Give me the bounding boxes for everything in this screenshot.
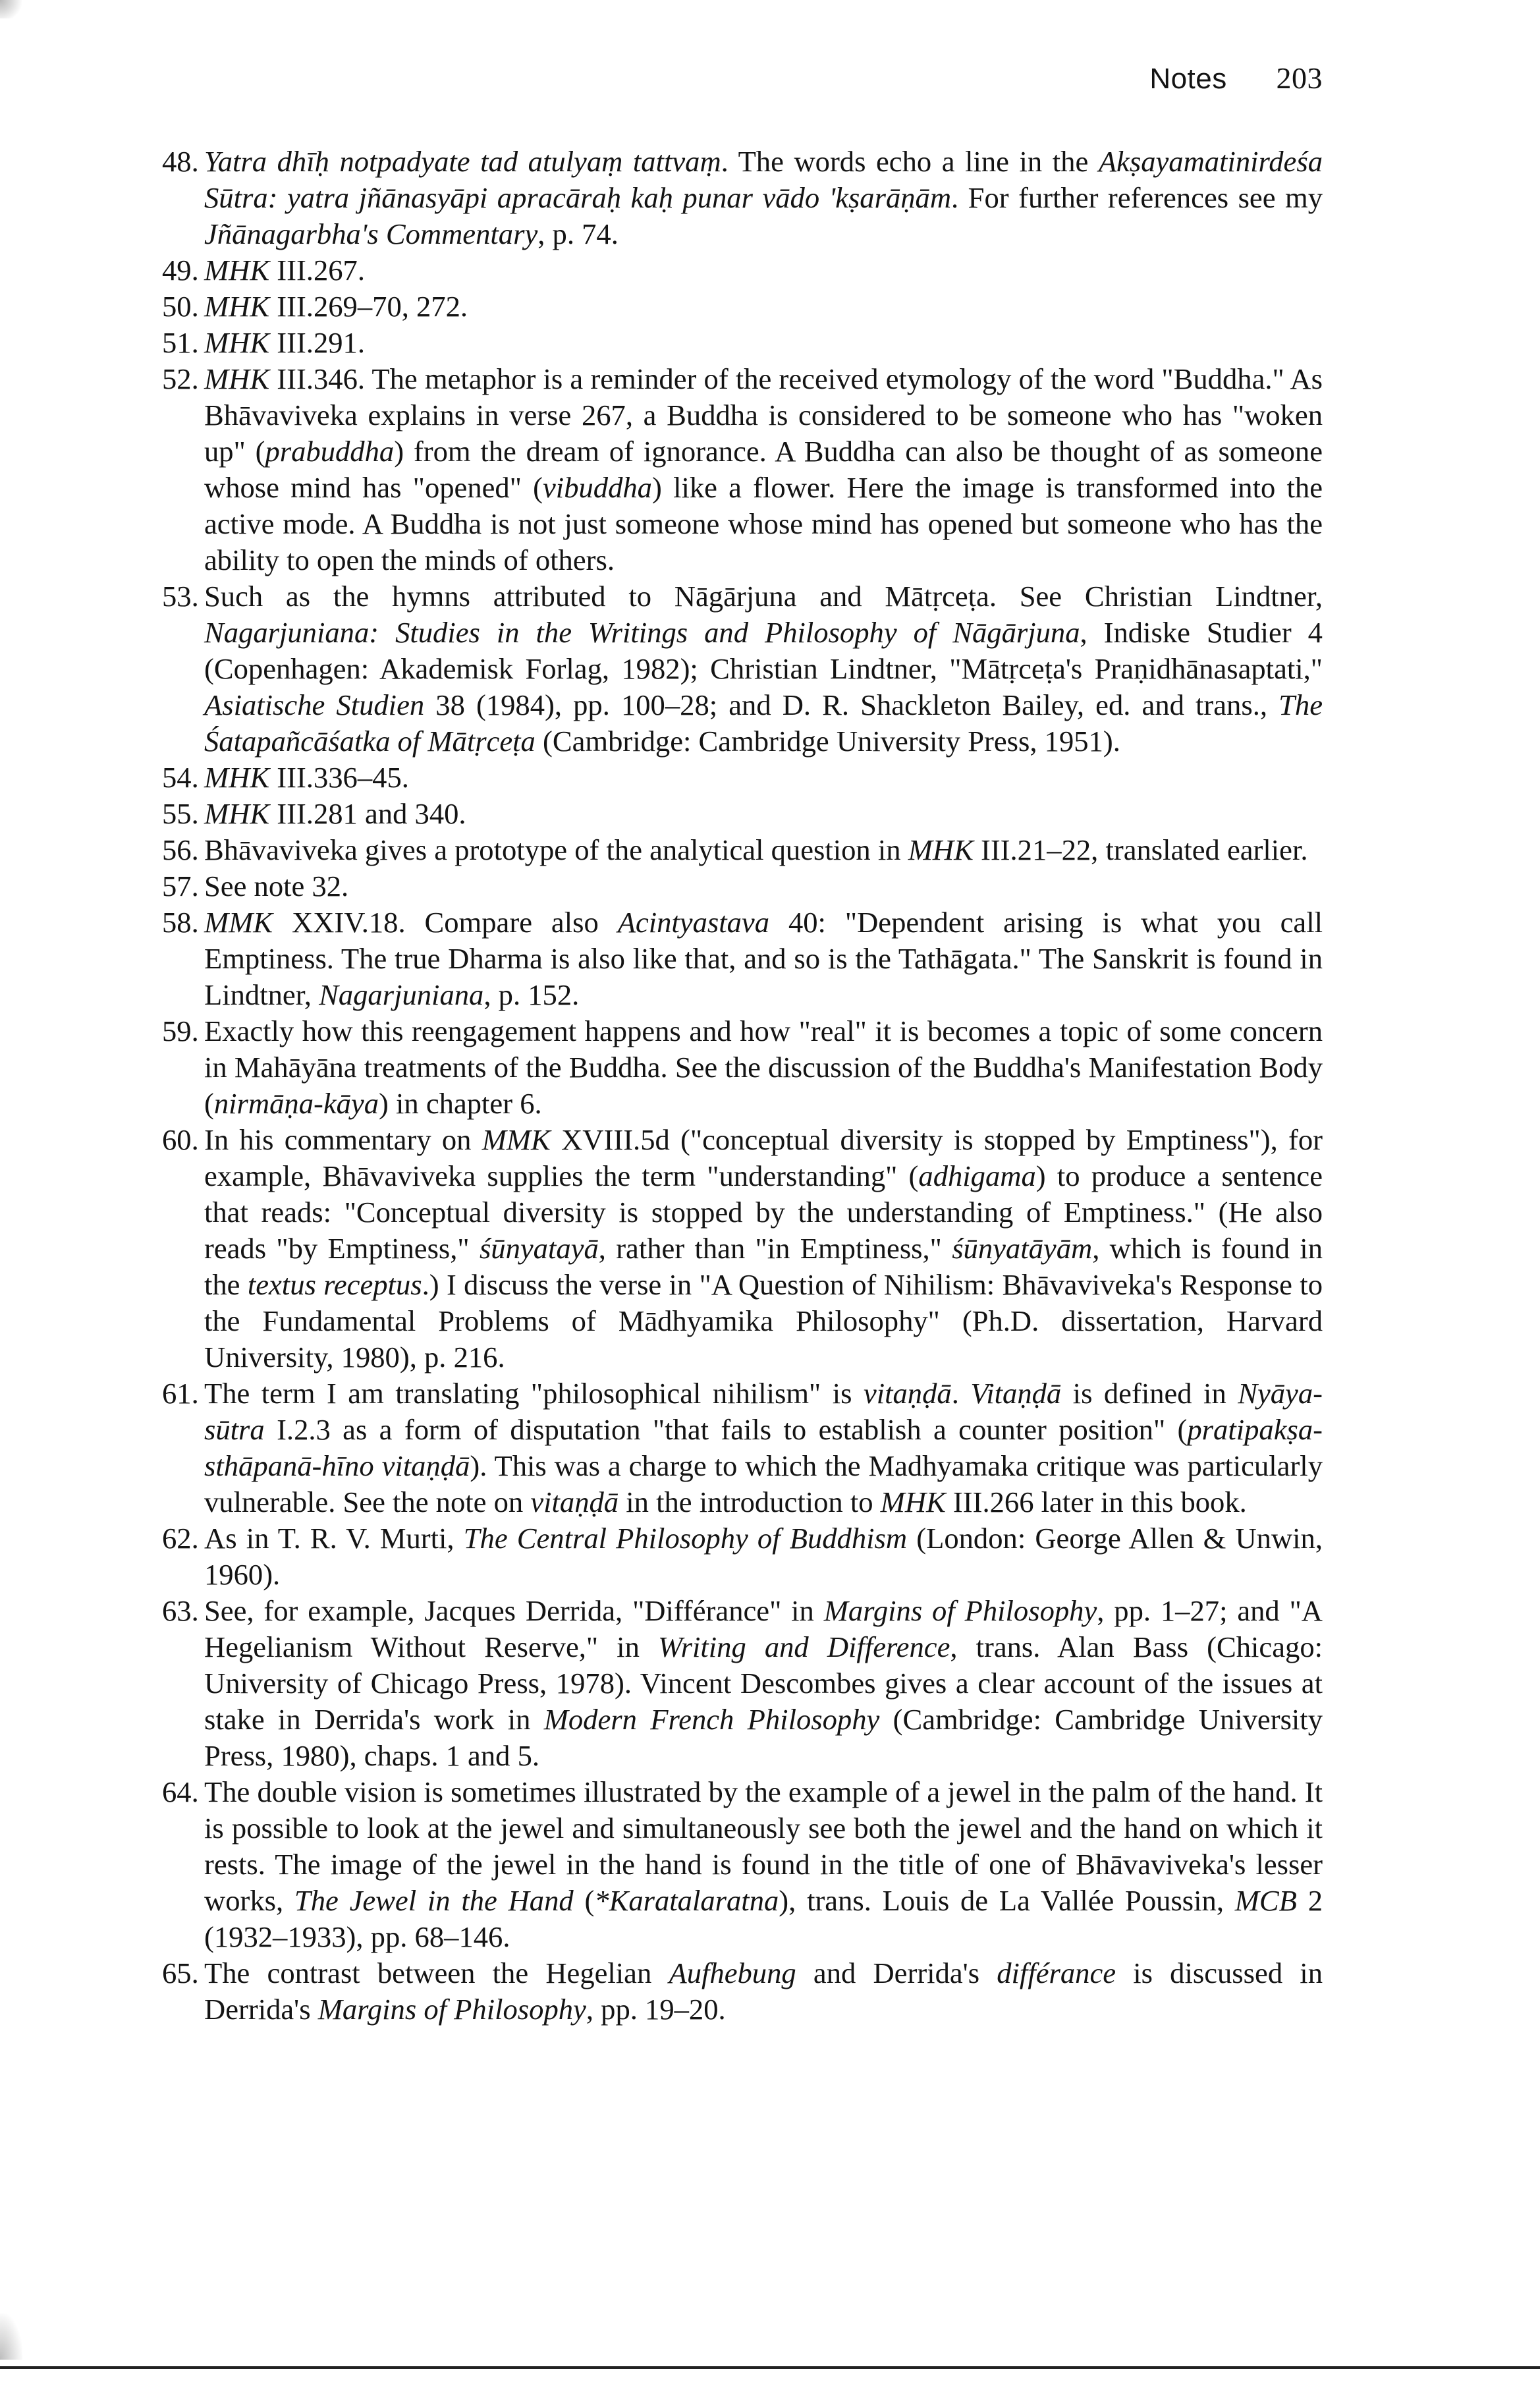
endnote [163,904,1323,1013]
endnote-number: 65. [162,1956,199,1989]
endnote-roman-text: , which is found in the [204,1232,1323,1301]
endnote-italic-text: Aufhebung [669,1956,796,1989]
endnote-italic-text: Writing and Difference [657,1630,950,1663]
endnote [163,144,1323,252]
endnote-italic-text: MHK [204,797,270,830]
endnote-text [204,254,365,287]
endnote-italic-text: śūnyatayā [479,1232,599,1265]
endnote-text [204,580,1323,758]
running-header [1149,61,1323,96]
endnote-roman-text: ) like a flower. Here the image is transformed into the active mode. A Buddha is not just someone whose mind has opened but someone who has the ability to open the minds of others. [204,471,1323,576]
endnote-italic-text: nirmāṇa-kāya [213,1087,379,1120]
endnote-roman-text: III.346. The metaphor is a reminder of the received etymology of the word "Buddha." As Bhāvaviveka explains in verse 267, a Buddha is considered to be someone who has "woken up" ( [204,362,1323,468]
endnote-roman-text: and Derrida's [796,1956,997,1989]
endnote-roman-text: (Cambridge: Cambridge University Press, 1951). [535,725,1120,758]
endnote-roman-text: III.266 later in this book. [945,1485,1247,1518]
endnote-number: 62. [162,1522,199,1555]
endnote-roman-text: (London: George Allen & Unwin, 1960). [204,1522,1323,1591]
endnote-number: 55. [162,797,199,830]
endnote-roman-text: 38 (1984), pp. 100–28; and D. R. Shackleton Bailey, ed. and trans., [424,688,1279,721]
endnote-roman-text: , rather than "in Emptiness," [598,1232,952,1265]
endnote-roman-text: in the introduction to [619,1485,881,1518]
endnote-italic-text: The Jewel in the Hand [294,1884,574,1917]
endnote-italic-text: vitaṇḍā [530,1485,619,1518]
endnote-roman-text: III.291. [269,326,365,359]
endnote-roman-text: . For further references see my [951,181,1323,214]
endnote-text [204,1956,1323,2026]
endnote-text [204,1594,1323,1772]
endnote-number: 57. [162,870,199,902]
endnote-roman-text: 40: "Dependent arising is what you call Emptiness. The true Dharma is also like that, and so is the Tathāgata." The Sanskrit is found in Lindtner, [204,906,1323,1011]
endnote-text [204,761,409,794]
endnote-text [204,1123,1323,1373]
scan-artifact-bottom [0,2314,22,2360]
endnote [163,578,1323,760]
endnote-roman-text: Exactly how this reengagement happens and how "real" it is becomes a topic of some concern in Mahāyāna treatments of the Buddha. See the discussion of the Buddha's Manifestation Body ( [204,1014,1323,1120]
endnote [163,1122,1323,1375]
endnote-roman-text: , pp. 1–27; and "A Hegelianism Without Reserve," in [204,1594,1323,1663]
endnote-roman-text: I.2.3 as a form of disputation "that fails to establish a counter position" ( [264,1413,1188,1446]
endnote-roman-text: The term I am translating "philosophical nihilism" is [204,1377,864,1410]
endnote-roman-text: III.269–70, 272. [269,290,468,323]
endnote-roman-text: III.336–45. [269,761,409,794]
endnote-roman-text: XXIV.18. Compare also [273,906,618,939]
endnote-roman-text: (Cambridge: Cambridge University Press, 1980), chaps. 1 and 5. [204,1703,1323,1772]
endnote-number: 61. [162,1377,199,1410]
endnotes-list [163,144,1323,2028]
endnote-italic-text: Akṣayamatinirdeśa Sūtra: yatra jñānasyāpi apracāraḥ kaḥ punar vādo 'kṣarāṇām [204,145,1323,214]
endnote-text [204,362,1323,576]
endnote-number: 54. [162,761,199,794]
endnote [163,1013,1323,1122]
endnote-italic-text: *Karatalaratna [594,1884,779,1917]
endnote [163,1520,1323,1593]
endnote-text [204,797,466,830]
endnote-italic-text: The Central Philosophy of Buddhism [463,1522,908,1555]
endnote-number: 63. [162,1594,199,1627]
endnote-number: 60. [162,1123,199,1156]
endnote-italic-text: The Śatapañcāśatka of Mātṛceṭa [204,688,1323,758]
endnote-italic-text: Acintyastava [617,906,770,939]
endnote-text [204,145,1323,250]
endnote-number: 58. [162,906,199,939]
endnote [163,289,1323,325]
endnote-number: 59. [162,1014,199,1047]
endnote-roman-text: The contrast between the Hegelian [204,1956,669,1989]
page-number: 203 [1276,61,1323,95]
page-bottom-edge [0,2366,1540,2369]
endnote-number: 56. [162,833,199,866]
endnote [163,1593,1323,1774]
endnote-text [204,1522,1323,1591]
endnote-roman-text: 2 (1932–1933), pp. 68–146. [204,1884,1323,1953]
endnote-italic-text: śūnyatāyām [952,1232,1093,1265]
endnote-roman-text: , trans. Alan Bass (Chicago: University of Chicago Press, 1978). Vincent Descombes gives a clear account of the issues at stake in Derrida's work in [204,1630,1323,1736]
endnote-roman-text: In his commentary on [204,1123,482,1156]
endnote-roman-text: ). This was a charge to which the Madhyamaka critique was particularly vulnerable. See the note on [204,1449,1323,1518]
endnote [163,325,1323,361]
endnote-italic-text: MCB [1234,1884,1297,1917]
endnote-roman-text: is defined in [1061,1377,1238,1410]
endnote-roman-text: XVIII.5d ("conceptual diversity is stopped by Emptiness"), for example, Bhāvaviveka supplies the term "understanding" ( [204,1123,1323,1192]
endnote-roman-text: , pp. 19–20. [586,1993,726,2026]
endnote-roman-text: III.21–22, translated earlier. [973,833,1308,866]
endnote-roman-text: ), trans. Louis de La Vallée Poussin, [779,1884,1235,1917]
endnote-roman-text: Such as the hymns attributed to Nāgārjuna and Mātṛceṭa. See Christian Lindtner, [204,580,1323,613]
endnote-number: 51. [162,326,199,359]
endnote-italic-text: Nyāya-sūtra [204,1377,1323,1446]
endnote-italic-text: Jñānagarbha's Commentary [204,217,538,250]
endnote-italic-text: MMK [481,1123,551,1156]
endnote-roman-text: As in T. R. V. Murti, [204,1522,464,1555]
endnote-italic-text: Vitaṇḍā [970,1377,1062,1410]
endnote-italic-text: Modern French Philosophy [543,1703,880,1736]
endnote [163,868,1323,904]
endnote-italic-text: MHK [204,290,270,323]
endnote-roman-text: ) to produce a sentence that reads: "Conceptual diversity is stopped by the understanding of Emptiness." (He also reads "by Emptiness," [204,1159,1323,1265]
endnote-roman-text: The double vision is sometimes illustrated by the example of a jewel in the palm of the hand. It is possible to look at the jewel and simultaneously see both the jewel and the hand on which it rests. The image of the jewel in the hand is found in the title of one of Bhāvaviveka's lesser works, [204,1775,1323,1917]
endnote [163,252,1323,289]
endnote-italic-text: Margins of Philosophy [317,1993,586,2026]
endnote-italic-text: MHK [880,1485,946,1518]
endnote-text [204,1775,1323,1953]
endnote-italic-text: Yatra dhīḥ notpadyate tad atulyaṃ tattvaṃ [204,145,721,178]
scan-artifact-top [0,0,24,18]
endnote [163,832,1323,868]
endnote-italic-text: différance [997,1956,1116,1989]
endnote-italic-text: prabuddha [265,435,395,468]
endnote-text [204,1377,1323,1518]
endnote-italic-text: Nagarjuniana: Studies in the Writings and Philosophy of Nāgārjuna [204,616,1080,649]
endnote [163,760,1323,796]
endnote-text [204,1014,1323,1120]
endnote-italic-text: textus receptus [247,1268,422,1301]
endnote-number: 52. [162,362,199,395]
endnote-roman-text: is discussed in Derrida's [204,1956,1323,2026]
endnote-roman-text: ) in chapter 6. [379,1087,542,1120]
endnote-number: 64. [162,1775,199,1808]
endnote-italic-text: Nagarjuniana [319,978,484,1011]
endnote [163,1774,1323,1955]
endnote-italic-text: MHK [908,833,974,866]
endnote-roman-text: , Indiske Studier 4 (Copenhagen: Akademisk Forlag, 1982); Christian Lindtner, "Mātṛceṭa's Praṇidhānasaptati," [204,616,1323,685]
endnote-text [204,870,348,902]
endnote-italic-text: adhigama [918,1159,1036,1192]
endnote-number: 50. [162,290,199,323]
endnote-italic-text: MHK [204,761,270,794]
endnote-number: 49. [162,254,199,287]
endnote [163,361,1323,578]
endnote [163,1955,1323,2028]
endnote-roman-text: III.267. [269,254,365,287]
endnote-number: 48. [162,145,199,178]
endnote-roman-text: .) I discuss the verse in "A Question of Nihilism: Bhāvaviveka's Response to the Fundamental Problems of Mādhyamika Philosophy" (Ph.D. dissertation, Harvard University, 1980), p. 216. [204,1268,1323,1373]
endnote-roman-text: See note 32. [204,870,349,902]
endnote-roman-text: , p. 152. [483,978,580,1011]
endnote-italic-text: pratipakṣa-sthāpanā-hīno vitaṇḍā [204,1413,1323,1482]
endnote-roman-text: , p. 74. [537,217,619,250]
endnote-italic-text: MHK [204,326,270,359]
endnote-text [204,326,365,359]
endnote-roman-text: ) from the dream of ignorance. A Buddha can also be thought of as someone whose mind has "opened" ( [204,435,1323,504]
endnote-text [204,833,1308,866]
endnote-roman-text: III.281 and 340. [269,797,466,830]
endnote-number: 53. [162,580,199,613]
endnote-roman-text: Bhāvaviveka gives a prototype of the analytical question in [204,833,908,866]
endnote-text [204,906,1323,1011]
endnote [163,796,1323,832]
endnote-roman-text: . [951,1377,971,1410]
endnote-italic-text: vitaṇḍā [863,1377,952,1410]
endnote [163,1375,1323,1520]
endnote-italic-text: MHK [204,254,270,287]
endnote-italic-text: MHK [204,362,270,395]
endnote-roman-text: ( [573,1884,595,1917]
endnote-italic-text: Asiatische Studien [204,688,425,721]
endnote-roman-text: See, for example, Jacques Derrida, "Différance" in [204,1594,824,1627]
endnote-text [204,290,468,323]
endnote-italic-text: MMK [204,906,273,939]
endnote-roman-text: . The words echo a line in the [721,145,1099,178]
endnote-italic-text: vibuddha [543,471,652,504]
running-header-section: Notes [1149,63,1227,95]
endnote-italic-text: Margins of Philosophy [823,1594,1097,1627]
